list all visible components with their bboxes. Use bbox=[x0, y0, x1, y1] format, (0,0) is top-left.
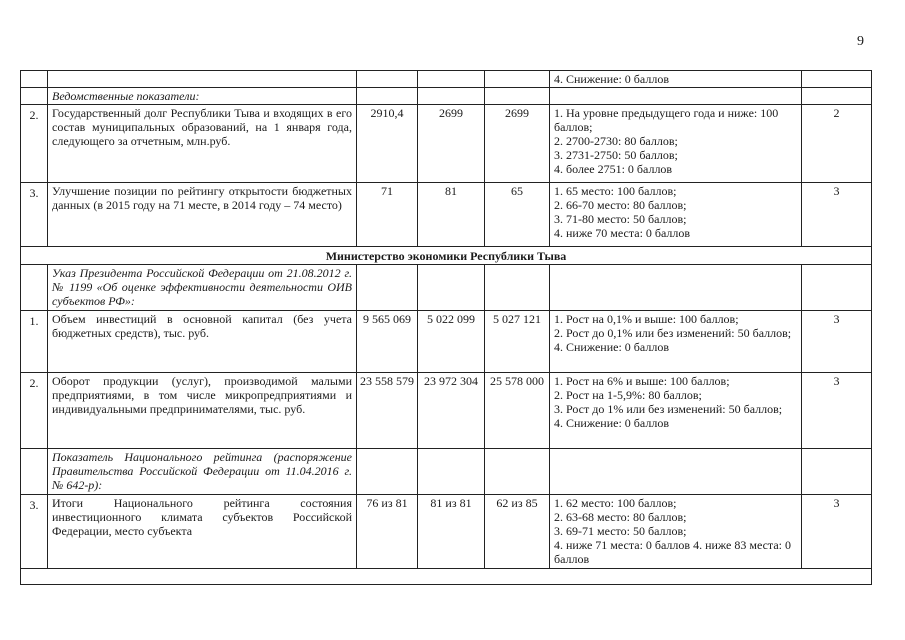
value-cell: 25 578 000 bbox=[485, 373, 550, 449]
indicator-table bbox=[20, 70, 872, 585]
value-cell: 5 027 121 bbox=[485, 311, 550, 373]
value-cell: 81 из 81 bbox=[418, 495, 485, 569]
score-cell: 3 bbox=[802, 183, 872, 247]
criteria-cell: 1. 62 место: 100 баллов; 2. 63-68 место: 80 баллов; 3. 69-71 место: 50 баллов; 4. ниже 71 места: 0 баллов 4. ниже 83 места: 0 баллов bbox=[550, 495, 802, 569]
section-row bbox=[21, 449, 872, 495]
indicator-name: Улучшение позиции по рейтингу открытости бюджетных данных (в 2015 году на 71 месте, в 2014 году – 74 место) bbox=[48, 183, 357, 247]
value-cell: 65 bbox=[485, 183, 550, 247]
indicator-name: Итоги Национального рейтинга состояния инвестиционного климата субъектов Российской Федерации, место субъекта bbox=[48, 495, 357, 569]
criteria-cell: 1. На уровне предыдущего года и ниже: 100 баллов; 2. 2700-2730: 80 баллов; 3. 2731-2750: 50 баллов; 4. более 2751: 0 баллов bbox=[550, 105, 802, 183]
section-row bbox=[21, 265, 872, 311]
criteria-cell: 1. Рост на 6% и выше: 100 баллов; 2. Рост на 1-5,9%: 80 баллов; 3. Рост до 1% или без изменений: 50 баллов; 4. Снижение: 0 баллов bbox=[550, 373, 802, 449]
score-cell: 3 bbox=[802, 495, 872, 569]
section-label: Показатель Национального рейтинга (распоряжение Правительства Российской Федерации от 11.04.2016 г. № 642-р): bbox=[48, 449, 357, 495]
section-label: Указ Президента Российской Федерации от 21.08.2012 г. № 1199 «Об оценке эффективности деятельности ОИВ субъектов РФ»: bbox=[48, 265, 357, 311]
table-row bbox=[21, 311, 872, 373]
value-cell: 5 022 099 bbox=[418, 311, 485, 373]
ministry-heading-row bbox=[21, 247, 872, 265]
page-number: 9 bbox=[857, 34, 864, 49]
table-row bbox=[21, 105, 872, 183]
table-row bbox=[21, 71, 872, 88]
row-number: 3. bbox=[21, 495, 48, 569]
value-cell: 23 972 304 bbox=[418, 373, 485, 449]
score-cell: 3 bbox=[802, 311, 872, 373]
table-row bbox=[21, 495, 872, 569]
indicator-name: Государственный долг Республики Тыва и входящих в его состав муниципальных образований, на 1 января года, следующего за отчетным, млн.руб. bbox=[48, 105, 357, 183]
criteria-cell: 4. Снижение: 0 баллов bbox=[550, 71, 802, 88]
table-row bbox=[21, 569, 872, 585]
row-number: 1. bbox=[21, 311, 48, 373]
value-cell: 76 из 81 bbox=[357, 495, 418, 569]
table-row bbox=[21, 373, 872, 449]
score-cell: 3 bbox=[802, 373, 872, 449]
ministry-heading: Министерство экономики Республики Тыва bbox=[21, 247, 872, 265]
indicator-name: Оборот продукции (услуг), производимой малыми предприятиями, в том числе микропредприятиями и индивидуальными предпринимателями, тыс. руб. bbox=[48, 373, 357, 449]
row-number: 3. bbox=[21, 183, 48, 247]
indicator-name: Объем инвестиций в основной капитал (без учета бюджетных средств), тыс. руб. bbox=[48, 311, 357, 373]
value-cell: 9 565 069 bbox=[357, 311, 418, 373]
row-number: 2. bbox=[21, 105, 48, 183]
criteria-cell: 1. 65 место: 100 баллов; 2. 66-70 место: 80 баллов; 3. 71-80 место: 50 баллов; 4. ниже 70 места: 0 баллов bbox=[550, 183, 802, 247]
section-row bbox=[21, 88, 872, 105]
value-cell: 62 из 85 bbox=[485, 495, 550, 569]
criteria-cell: 1. Рост на 0,1% и выше: 100 баллов; 2. Рост до 0,1% или без изменений: 50 баллов; 4. Снижение: 0 баллов bbox=[550, 311, 802, 373]
value-cell: 23 558 579 bbox=[357, 373, 418, 449]
score-cell: 2 bbox=[802, 105, 872, 183]
row-number: 2. bbox=[21, 373, 48, 449]
table-row bbox=[21, 183, 872, 247]
value-cell: 2699 bbox=[418, 105, 485, 183]
value-cell: 2910,4 bbox=[357, 105, 418, 183]
value-cell: 81 bbox=[418, 183, 485, 247]
value-cell: 2699 bbox=[485, 105, 550, 183]
section-label: Ведомственные показатели: bbox=[48, 88, 357, 105]
value-cell: 71 bbox=[357, 183, 418, 247]
